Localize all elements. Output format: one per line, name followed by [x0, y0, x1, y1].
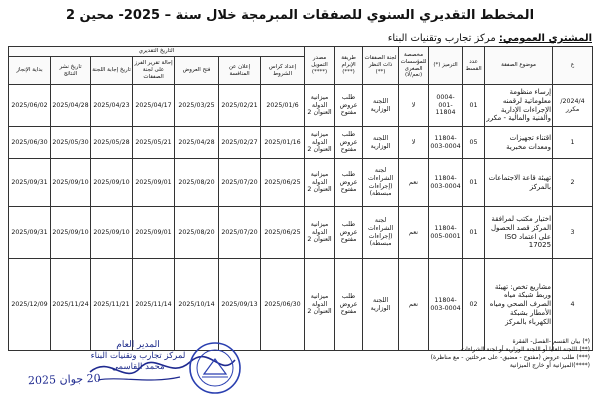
- row-code: 11804-005-0001: [429, 207, 463, 259]
- row-committee: لجنة الشراءات (إجراءات مبسطة): [363, 207, 399, 259]
- footnote: (**) اللجنة العليا أو اللجنة الوزارية أو لجنة الشراءات.: [458, 346, 590, 354]
- row-small-org: نعم: [399, 207, 429, 259]
- row-committee-reply: 2025/09/10: [91, 207, 133, 259]
- row-prep-terms: 2025/06/30: [261, 259, 305, 351]
- row-committee-referral: 2025/04/17: [133, 85, 175, 127]
- table-row: [9, 159, 593, 207]
- row-announce: 2025/09/13: [219, 259, 261, 351]
- row-method: طلب عروض مفتوح: [335, 207, 363, 259]
- row-publish-results: 2025/05/30: [51, 127, 91, 159]
- row-publish-results: 2025/09/10: [51, 207, 91, 259]
- row-announce: 2025/02/21: [219, 85, 261, 127]
- footnote: (*) بيان القسم -الفصل- الفقرة: [512, 338, 590, 345]
- row-start-exec: 2025/06/02: [9, 85, 51, 127]
- table-row: [9, 207, 593, 259]
- row-announce: 2025/07/20: [219, 207, 261, 259]
- row-lot-count: 01: [463, 207, 485, 259]
- row-open-bids: 2025/04/28: [175, 127, 219, 159]
- row-code: 11804-003-0004: [429, 159, 463, 207]
- header-announce: إعلان عن المنافسة: [219, 57, 261, 85]
- row-committee-referral: 2025/11/14: [133, 259, 175, 351]
- row-small-org: لا: [399, 127, 429, 159]
- table-row: [9, 259, 593, 351]
- row-method: طلب عروض مفتوح: [335, 159, 363, 207]
- header-publish-results: تاريخ نشر النتائج: [51, 57, 91, 85]
- row-lot-count: 05: [463, 127, 485, 159]
- header-committee: لجنة الصفقات ذات النظر (**): [363, 47, 399, 85]
- row-open-bids: 2025/08/20: [175, 207, 219, 259]
- row-small-org: نعم: [399, 259, 429, 351]
- row-num: 2024/4/مكرر: [553, 85, 593, 127]
- official-stamp: [188, 341, 242, 395]
- purchaser-line: [388, 33, 592, 44]
- row-lot-count: 01: [463, 159, 485, 207]
- header-small-org: مخصصة للمؤسسات الصغرى (نعم/لا): [399, 47, 429, 85]
- header-committee-reply: تاريخ إجابة اللجنة: [91, 57, 133, 85]
- row-method: طلب عروض مفتوح: [335, 127, 363, 159]
- row-subject: مشاريع تخص: تهيئة وربط شبكة مياه الصرف الصحي ومياه الأمطار بشبكة الكهرباء بالمركز: [485, 259, 553, 351]
- row-start-exec: 2025/09/31: [9, 159, 51, 207]
- row-code: 11804-003-0004: [429, 259, 463, 351]
- row-publish-results: 2025/11/24: [51, 259, 91, 351]
- row-start-exec: 2025/06/30: [9, 127, 51, 159]
- header-method: طريقة الإبرام (***): [335, 47, 363, 85]
- row-open-bids: 2025/10/14: [175, 259, 219, 351]
- header-code: الترميز (*): [429, 47, 463, 85]
- row-announce: 2025/07/20: [219, 159, 261, 207]
- row-announce: 2025/02/27: [219, 127, 261, 159]
- row-num: 3: [553, 207, 593, 259]
- row-committee: اللجنة الوزارية: [363, 127, 399, 159]
- row-subject: تهيئة قاعة الاجتماعات بالمركز: [485, 159, 553, 207]
- row-committee-reply: 2025/11/21: [91, 259, 133, 351]
- row-committee-reply: 2025/05/28: [91, 127, 133, 159]
- footnote: (****)الميزانية أو خارج الميزانية: [509, 362, 590, 370]
- row-subject: إرساء منظومة معلوماتية لرقمنه الإجراءات الإدارية والفنية والمالية - مكرر: [485, 85, 553, 127]
- signature-title: المدير العام: [116, 340, 160, 350]
- footnotes: [431, 338, 590, 370]
- row-committee: اللجنة الوزارية: [363, 85, 399, 127]
- purchaser-label: المشتري العمومي:: [498, 33, 592, 44]
- row-committee-referral: 2025/09/01: [133, 207, 175, 259]
- signature-organization: لمركز تجارب وتقنيات البناء: [90, 351, 186, 362]
- signature-name: محمد القاسمي: [111, 361, 165, 372]
- header-estimated-dates: التاريخ التقديري: [9, 47, 305, 57]
- row-subject: اقتناء تجهيزات ومعدات مخبرية: [485, 127, 553, 159]
- row-small-org: نعم: [399, 159, 429, 207]
- header-committee-referral: إحالة تقرير الفرز على لجنة الصفقات: [133, 57, 175, 85]
- header-num: ع: [553, 47, 593, 85]
- footnote: (***) طلب عروض (مفتوح - مضيق- على مرحلتين - مع مناظرة): [430, 354, 590, 362]
- row-num: 2: [553, 159, 593, 207]
- header-lot-count: عدد القسط: [463, 47, 485, 85]
- row-publish-results: 2025/09/10: [51, 159, 91, 207]
- row-committee-referral: 2025/09/01: [133, 159, 175, 207]
- row-subject: اختيار مكتب لمرافقة المركز قصد الحصول على اعتماد ISO 17025: [485, 207, 553, 259]
- row-publish-results: 2025/04/28: [51, 85, 91, 127]
- header-open-bids: فتح العروض: [175, 57, 219, 85]
- row-committee-reply: 2025/04/23: [91, 85, 133, 127]
- row-code: 0004-001-11804: [429, 85, 463, 127]
- row-funding: ميزانية الدولة العنوان 2: [305, 259, 335, 351]
- table-row: [9, 85, 593, 127]
- row-funding: ميزانية الدولة العنوان 2: [305, 159, 335, 207]
- row-funding: ميزانية الدولة العنوان 2: [305, 85, 335, 127]
- row-num: 4: [553, 259, 593, 351]
- row-prep-terms: 2025/01/16: [261, 127, 305, 159]
- row-committee: اللجنة الوزارية: [363, 259, 399, 351]
- table-row: [9, 127, 593, 159]
- row-committee-reply: 2025/09/10: [91, 159, 133, 207]
- row-prep-terms: 2025/01/6: [261, 85, 305, 127]
- row-prep-terms: 2025/06/25: [261, 159, 305, 207]
- row-open-bids: 2025/03/25: [175, 85, 219, 127]
- document-title: المخطط التقديري السنوي للصفقات المبرمجة خلال سنة – 2025- محين 2: [65, 8, 535, 23]
- purchaser-value: مركز تجارب وتقنيات البناء: [387, 33, 496, 44]
- row-open-bids: 2025/08/20: [175, 159, 219, 207]
- row-method: طلب عروض مفتوح: [335, 85, 363, 127]
- row-num: 1: [553, 127, 593, 159]
- row-lot-count: 01: [463, 85, 485, 127]
- signature-block: [88, 340, 188, 373]
- row-small-org: لا: [399, 85, 429, 127]
- row-prep-terms: 2025/06/25: [261, 207, 305, 259]
- row-committee: لجنة الشراءات (إجراءات مبسطة): [363, 159, 399, 207]
- row-method: طلب عروض مفتوح: [335, 259, 363, 351]
- row-start-exec: 2025/09/31: [9, 207, 51, 259]
- handwritten-date: 20 جوان 2025: [27, 371, 101, 388]
- row-lot-count: 02: [463, 259, 485, 351]
- row-funding: ميزانية الدولة العنوان 2: [305, 207, 335, 259]
- row-code: 11804-003-0004: [429, 127, 463, 159]
- header-funding: مصدر التمويل (****): [305, 47, 335, 85]
- header-subject: موضوع الصفقة: [485, 47, 553, 85]
- row-funding: ميزانية الدولة العنوان 2: [305, 127, 335, 159]
- procurement-plan-table: [8, 46, 593, 351]
- row-start-exec: 2025/12/09: [9, 259, 51, 351]
- header-prep-terms: إعداد كراس الشروط: [261, 57, 305, 85]
- header-start-exec: بداية الإنجاز: [9, 57, 51, 85]
- row-committee-referral: 2025/05/21: [133, 127, 175, 159]
